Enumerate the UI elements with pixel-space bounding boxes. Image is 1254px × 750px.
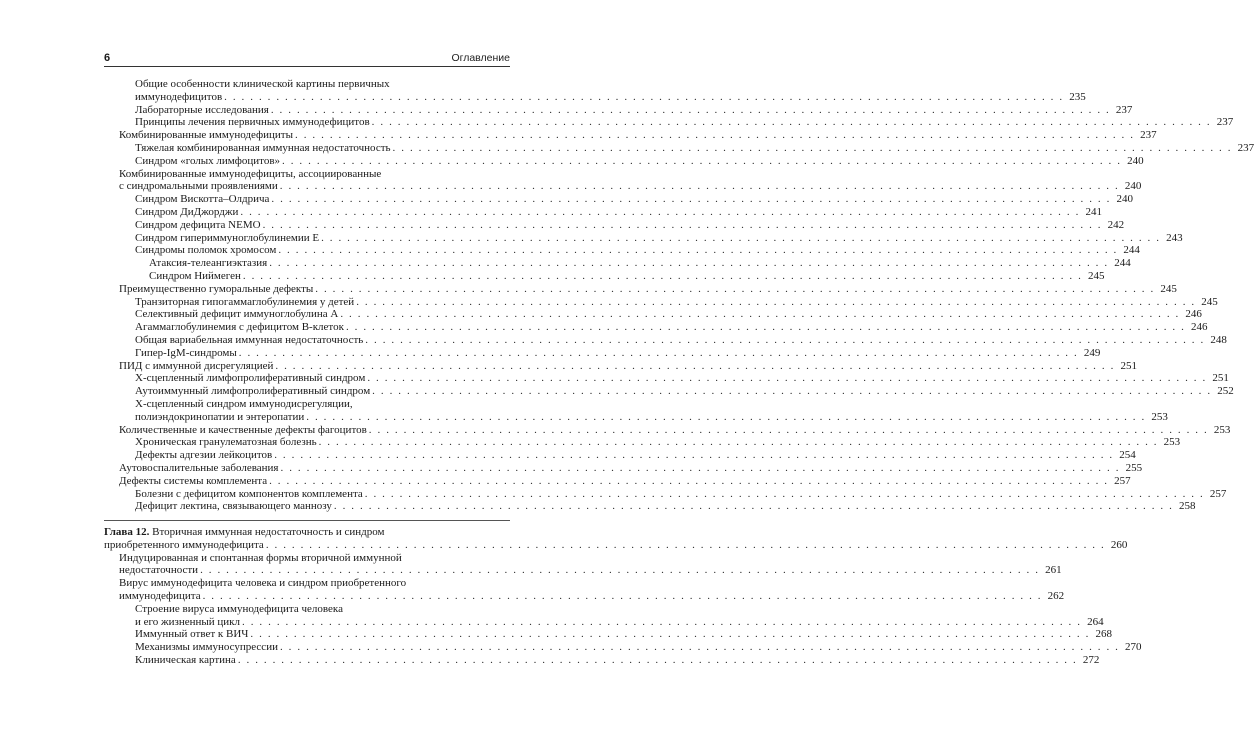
- toc-entry-title: Лабораторные исследования: [135, 103, 269, 116]
- chapter-title-line2: приобретенного иммунодефицита: [104, 538, 264, 551]
- toc-leader-dots: [365, 334, 1205, 347]
- toc-leader-dots: [306, 411, 1146, 424]
- toc-entry-title: Селективный дефицит иммуноглобулина A: [135, 308, 339, 321]
- toc-entry: [104, 500, 1196, 513]
- toc-page-number: 237: [1140, 129, 1157, 142]
- toc-page-number: 237: [1216, 116, 1234, 129]
- toc-leader-dots: [274, 449, 1114, 462]
- toc-entry-title: полиэндокринопатии и энтеропатии: [135, 410, 305, 423]
- toc-entry: [104, 257, 1131, 270]
- toc-entry-title: Гипер-IgM-синдромы: [135, 346, 237, 359]
- toc-leader-dots: [278, 244, 1118, 257]
- toc-entry: [104, 423, 1231, 437]
- toc-leader-dots: [340, 308, 1180, 321]
- toc-entry-title: Аутоиммунный лимфопролиферативный синдром: [135, 385, 371, 398]
- toc-entry-title: ПИД с иммунной дисрегуляцией: [119, 359, 274, 372]
- toc-page-number: 240: [1124, 180, 1142, 193]
- toc-entry: [104, 359, 1137, 373]
- toc-entry: [104, 116, 1234, 129]
- toc-leader-dots: [393, 142, 1233, 155]
- toc-page-number: 252: [1217, 385, 1234, 398]
- toc-entry: [104, 295, 1218, 309]
- toc-entry: [104, 167, 1142, 194]
- toc-entry-title: Болезни с дефицитом компонентов комплемента: [135, 487, 363, 500]
- toc-entry-title: Клиническая картина: [135, 654, 236, 667]
- toc-page-number: 244: [1114, 257, 1131, 270]
- toc-entry: [104, 551, 1062, 578]
- toc-entry: [104, 244, 1140, 257]
- toc-entry: [104, 129, 1157, 142]
- toc-leader-dots: [271, 193, 1111, 206]
- toc-entry-title: Принципы лечения первичных иммунодефицитов: [135, 116, 370, 129]
- running-title: Оглавление: [451, 52, 510, 64]
- toc-page-number: 240: [1116, 193, 1133, 206]
- toc-leader-dots: [346, 321, 1186, 334]
- toc-leader-dots: [372, 116, 1212, 129]
- toc-entry-title-line1: Общие особенности клинической картины первичных: [135, 78, 390, 90]
- toc-entry-title-line1: Индуцированная и спонтанная формы вторичной иммунной: [119, 551, 402, 564]
- toc-entry-title: Синдром гипериммуноглобулинемии E: [135, 231, 320, 244]
- toc-entry: [104, 333, 1227, 347]
- toc-page-number: 237: [1115, 103, 1133, 116]
- toc-entry: [104, 346, 1101, 360]
- toc-entry: [104, 218, 1125, 232]
- toc-entry-title: Синдром Ниймеген: [149, 269, 241, 282]
- table-of-contents: [104, 78, 1254, 667]
- toc-entry: [104, 308, 1202, 321]
- toc-page-number: 235: [1069, 90, 1086, 103]
- toc-entry-title: Синдром Вискотта–Олдрича: [135, 193, 270, 206]
- toc-entry-title-line1: Строение вируса иммунодефицита человека: [135, 602, 343, 615]
- toc-leader-dots: [238, 654, 1078, 667]
- toc-page-number: 253: [1163, 436, 1181, 449]
- toc-page-number: 255: [1125, 461, 1143, 474]
- toc-entry: [104, 487, 1227, 501]
- toc-page-number: 257: [1209, 487, 1227, 500]
- toc-page-number: 249: [1083, 346, 1101, 359]
- toc-leader-dots: [280, 641, 1120, 654]
- toc-leader-dots: [280, 180, 1120, 193]
- toc-page-number: 251: [1212, 372, 1229, 385]
- toc-page-number: 246: [1191, 321, 1208, 334]
- chapter-title-line1: Вторичная иммунная недостаточность и синдром: [152, 526, 385, 539]
- toc-leader-dots: [315, 283, 1155, 296]
- toc-page-number: 248: [1210, 333, 1227, 346]
- toc-entry: [104, 397, 1168, 424]
- toc-page-number: 245: [1087, 269, 1105, 282]
- toc-leader-dots: [250, 628, 1090, 641]
- toc-entry-title: Дефекты системы комплемента: [119, 474, 268, 487]
- chapter-page-number: 260: [1110, 538, 1128, 551]
- toc-page-number: 245: [1201, 295, 1218, 308]
- toc-page-number: 241: [1085, 205, 1102, 218]
- toc-entry-title: Аутовоспалительные заболевания: [119, 461, 279, 474]
- toc-leader-dots: [266, 539, 1106, 552]
- toc-page-number: 257: [1114, 474, 1131, 487]
- toc-page-number: 237: [1237, 141, 1254, 154]
- toc-entry: [104, 474, 1131, 488]
- toc-entry-title: Агаммаглобулинемия с дефицитом B-клеток: [135, 321, 344, 334]
- toc-entry-title: Общая вариабельная иммунная недостаточность: [135, 333, 364, 346]
- toc-entry: [104, 103, 1133, 117]
- toc-entry-title: Синдромы поломок хромосом: [135, 244, 277, 257]
- toc-entry: [104, 577, 1065, 603]
- toc-leader-dots: [367, 372, 1207, 385]
- toc-leader-dots: [239, 347, 1079, 360]
- toc-entry: [104, 321, 1208, 334]
- toc-page-number: 254: [1119, 449, 1136, 462]
- toc-leader-dots: [334, 500, 1174, 513]
- toc-entry: [104, 154, 1144, 168]
- toc-entry: [104, 654, 1100, 667]
- toc-leader-dots: [319, 436, 1159, 449]
- toc-entry-title-line1: X-сцепленный синдром иммунодисрегуляции,: [135, 397, 353, 410]
- toc-leader-dots: [365, 488, 1205, 501]
- toc-entry-title: Дефицит лектина, связывающего маннозу: [135, 500, 332, 513]
- toc-entry-title: Синдром «голых лимфоцитов»: [135, 154, 281, 167]
- toc-page-number: 258: [1178, 500, 1196, 513]
- toc-page-number: 245: [1160, 282, 1177, 295]
- toc-page-number: 270: [1125, 641, 1142, 654]
- toc-page-number: 262: [1047, 590, 1065, 603]
- toc-entry: [104, 628, 1112, 641]
- toc-page-number: 272: [1082, 654, 1100, 667]
- toc-entry-title: недостаточности: [119, 564, 199, 577]
- chapter-label: Глава 12.: [104, 526, 150, 539]
- toc-entry-title: Комбинированные иммунодефициты: [119, 129, 294, 142]
- toc-page-number: 242: [1107, 218, 1125, 231]
- toc-entry-title: Преимущественно гуморальные дефекты: [119, 282, 314, 295]
- toc-entry: [104, 385, 1234, 398]
- toc-leader-dots: [269, 257, 1109, 270]
- toc-entry: [104, 436, 1181, 449]
- toc-entry-title: Атаксия-телеангиэктазия: [149, 257, 268, 270]
- toc-entry: [104, 231, 1183, 245]
- header-rule: [104, 66, 510, 67]
- toc-entry: [104, 141, 1254, 155]
- toc-leader-dots: [242, 616, 1082, 629]
- toc-entry-title: Иммунный ответ к ВИЧ: [135, 628, 249, 641]
- toc-entry: [104, 449, 1136, 462]
- toc-page-number: 268: [1095, 628, 1112, 641]
- toc-entry-title: X-сцепленный лимфопролиферативный синдром: [135, 372, 366, 385]
- toc-leader-dots: [269, 475, 1109, 488]
- toc-page-number: 264: [1087, 615, 1104, 628]
- toc-entry-title: Тяжелая комбинированная иммунная недостаточность: [135, 141, 391, 154]
- toc-leader-dots: [271, 104, 1111, 117]
- toc-page-number: 253: [1151, 410, 1168, 423]
- toc-entry-title: Синдром дефицита NEMO: [135, 218, 261, 231]
- running-header: [104, 52, 510, 70]
- toc-leader-dots: [369, 424, 1209, 437]
- toc-page-number: 261: [1045, 564, 1062, 577]
- toc-entry: [104, 602, 1104, 629]
- toc-entry-title: Дефекты адгезии лейкоцитов: [135, 449, 273, 462]
- toc-entry-title: Количественные и качественные дефекты фагоцитов: [119, 423, 367, 436]
- toc-page-number: 246: [1185, 308, 1202, 321]
- toc-page-number: 244: [1123, 244, 1140, 257]
- toc-entry: [104, 282, 1177, 296]
- toc-leader-dots: [295, 129, 1135, 142]
- toc-entry-title: Транзиторная гипогаммаглобулинемия у детей: [135, 295, 355, 308]
- toc-leader-dots: [263, 219, 1103, 232]
- toc-leader-dots: [372, 385, 1212, 398]
- toc-leader-dots: [356, 296, 1196, 309]
- toc-entry-title: и его жизненный цикл: [135, 615, 241, 628]
- toc-leader-dots: [203, 590, 1043, 603]
- page-number: 6: [104, 52, 111, 64]
- toc-entry-title: Механизмы иммуносупрессии: [135, 641, 278, 654]
- toc-entry: [104, 269, 1105, 283]
- toc-leader-dots: [224, 91, 1064, 104]
- toc-page-number: 253: [1213, 423, 1231, 436]
- toc-entry: [104, 193, 1133, 206]
- toc-entry: [104, 205, 1102, 219]
- toc-leader-dots: [275, 360, 1115, 373]
- toc-entry-title: Синдром ДиДжорджи: [135, 205, 239, 218]
- chapter-divider: [104, 513, 510, 521]
- toc-entry-title: иммунодефицита: [119, 590, 201, 603]
- toc-entry: [104, 78, 1086, 104]
- toc-entry-title: иммунодефицитов: [135, 90, 223, 103]
- toc-entry: [104, 372, 1229, 385]
- toc-page-number: 240: [1127, 154, 1144, 167]
- toc-leader-dots: [321, 232, 1161, 245]
- toc-entry-title-line1: Комбинированные иммунодефициты, ассоциированные: [119, 167, 382, 180]
- toc-leader-dots: [200, 564, 1040, 577]
- toc-chapter-entry: [104, 526, 1128, 552]
- toc-leader-dots: [281, 462, 1121, 475]
- toc-entry: [104, 461, 1143, 475]
- toc-entry-title: Хроническая гранулематозная болезнь: [135, 436, 317, 449]
- toc-page-number: 251: [1120, 359, 1137, 372]
- toc-entry-title: с синдромальными проявлениями: [119, 180, 278, 193]
- toc-page-number: 243: [1166, 231, 1183, 244]
- toc-leader-dots: [240, 206, 1080, 219]
- toc-leader-dots: [282, 155, 1122, 168]
- toc-leader-dots: [243, 270, 1083, 283]
- toc-entry-title-line1: Вирус иммунодефицита человека и синдром приобретенного: [119, 577, 407, 590]
- toc-entry: [104, 641, 1142, 654]
